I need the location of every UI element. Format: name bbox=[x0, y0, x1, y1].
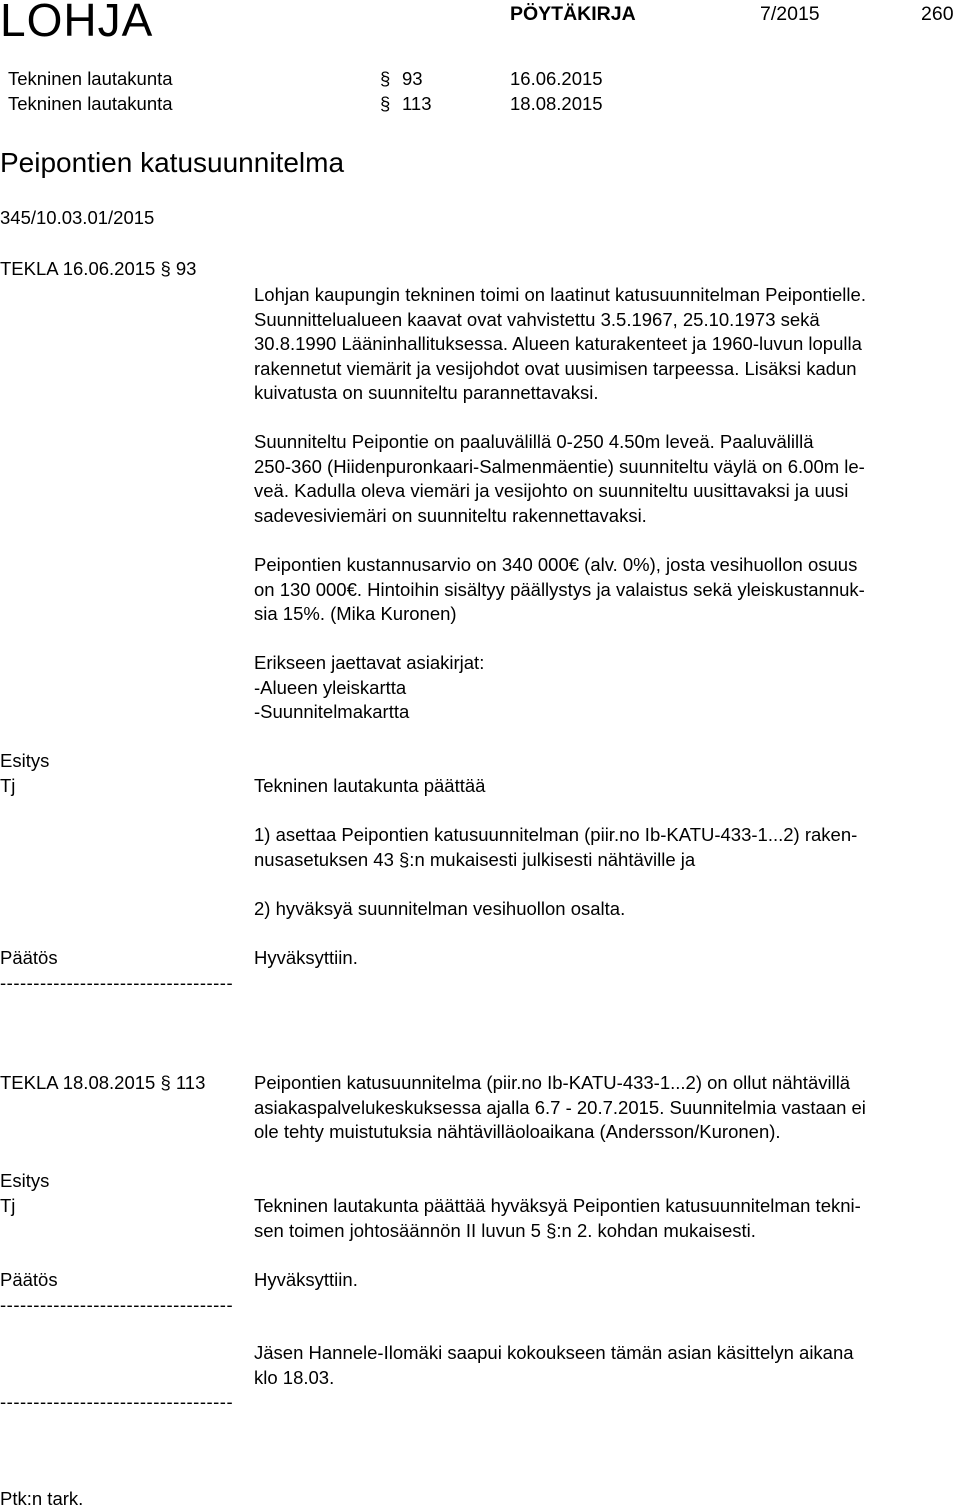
text-line: -Suunnitelmakartta bbox=[254, 701, 410, 723]
text-line: on 130 000€. Hintoihin sisältyy päällystys ja valaistus sekä yleiskustannuk- bbox=[254, 578, 865, 600]
text-line: 30.8.1990 Lääninhallituksessa. Alueen katurakenteet ja 1960-luvun lopulla bbox=[254, 333, 862, 355]
proposal-item-2: 2) hyväksyä suunnitelman vesihuollon osalta. bbox=[254, 898, 626, 919]
text-line: sadevesiviemäri on suunniteltu rakennettavaksi. bbox=[254, 504, 647, 526]
text-line: sia 15%. (Mika Kuronen) bbox=[254, 603, 457, 625]
text-line: Erikseen jaettavat asiakirjat: bbox=[254, 652, 485, 673]
text-line: rakennetut viemärit ja vesijohdot ovat uusimisen tarpeessa. Lisäksi kadun bbox=[254, 357, 857, 379]
page-number: 260 bbox=[921, 3, 954, 25]
minutes-check-label: Ptk:n tark. bbox=[0, 1488, 84, 1509]
text-line: kuivatusta on suunniteltu parannettavaksi. bbox=[254, 382, 599, 404]
meeting-number: 93 bbox=[402, 68, 423, 89]
cost-paragraph bbox=[254, 553, 958, 627]
proposal-item-1 bbox=[254, 823, 958, 872]
document-number: 7/2015 bbox=[760, 3, 820, 25]
meeting-date: 16.06.2015 bbox=[510, 68, 603, 89]
section-sign: § bbox=[380, 92, 391, 114]
separator-line: ----------------------------------- bbox=[0, 1294, 234, 1315]
decision-label: Päätös bbox=[0, 947, 58, 968]
text-line: klo 18.03. bbox=[254, 1366, 335, 1388]
record-id: 345/10.03.01/2015 bbox=[0, 207, 155, 228]
page-title: Peipontien katusuunnitelma bbox=[0, 147, 345, 178]
meeting-body: Tekninen lautakunta bbox=[8, 68, 173, 89]
meeting-number: 113 bbox=[402, 92, 432, 114]
meeting-reference: TEKLA 16.06.2015 § 93 bbox=[0, 258, 197, 279]
text-line: Peipontien katusuunnitelma (piir.no Ib-KATU-433-1...2) on ollut nähtävillä bbox=[254, 1072, 851, 1093]
note-paragraph bbox=[254, 1341, 958, 1390]
text-line: asiakaspalvelukeskuksessa ajalla 6.7 - 20.7.2015. Suunnitelmia vastaan ei bbox=[254, 1096, 866, 1118]
text-line: veä. Kadulla oleva viemäri ja vesijohto on suunniteltu uusittavaksi ja uusi bbox=[254, 480, 849, 502]
text-line: -Alueen yleiskartta bbox=[254, 676, 407, 698]
meeting-row bbox=[0, 67, 960, 92]
text-line: Lohjan kaupungin tekninen toimi on laatinut katusuunnitelman Peipontielle. bbox=[254, 284, 866, 305]
meeting-body: Tekninen lautakunta bbox=[8, 92, 173, 114]
text-line: 250-360 (Hiidenpuronkaari-Salmenmäentie) suunniteltu väylä on 6.00m le- bbox=[254, 455, 865, 477]
text-line: Suunnittelualueen kaavat ovat vahvistettu 3.5.1967, 25.10.1973 sekä bbox=[254, 308, 820, 330]
intro-paragraph bbox=[254, 283, 958, 406]
meeting-list bbox=[0, 67, 960, 116]
text-line: ole tehty muistutuksia nähtävilläoloaikana (Andersson/Kuronen). bbox=[254, 1121, 781, 1143]
text-line: nusasetuksen 43 §:n mukaisesti julkisesti nähtäville ja bbox=[254, 848, 696, 870]
meeting-reference: TEKLA 18.08.2015 § 113 bbox=[0, 1072, 206, 1093]
separator-line: ----------------------------------- bbox=[0, 1391, 234, 1412]
decision-text: Hyväksyttiin. bbox=[254, 947, 358, 968]
proposal-paragraph bbox=[254, 1194, 958, 1243]
text-line: Suunniteltu Peipontie on paaluvälillä 0-250 4.50m leveä. Paaluvälillä bbox=[254, 431, 814, 452]
text-line: sen toimen johtosäännön II luvun 5 §:n 2. kohdan mukaisesti. bbox=[254, 1219, 756, 1241]
proposal-text: Tekninen lautakunta päättää bbox=[254, 775, 486, 796]
document-type: PÖYTÄKIRJA bbox=[510, 3, 636, 25]
attachments-list bbox=[254, 651, 958, 725]
text-line: 1) asettaa Peipontien katusuunnitelman (piir.no Ib-KATU-433-1...2) raken- bbox=[254, 824, 858, 845]
decision-label: Päätös bbox=[0, 1269, 58, 1290]
proposer-label: Tj bbox=[0, 1195, 16, 1216]
proposal-label: Esitys bbox=[0, 750, 50, 771]
meeting-date: 18.08.2015 bbox=[510, 92, 603, 114]
meeting-row bbox=[0, 92, 960, 117]
proposer-label: Tj bbox=[0, 775, 16, 796]
text-line: Jäsen Hannele-Ilomäki saapui kokoukseen tämän asian käsittelyn aikana bbox=[254, 1342, 854, 1363]
intro-paragraph bbox=[254, 1071, 958, 1145]
lohja-logo: LOHJA bbox=[0, 0, 154, 46]
text-line: Tekninen lautakunta päättää hyväksyä Peipontien katusuunnitelman tekni- bbox=[254, 1195, 861, 1216]
proposal-label: Esitys bbox=[0, 1170, 50, 1191]
plan-paragraph bbox=[254, 430, 958, 528]
section-sign: § bbox=[380, 68, 391, 89]
text-line: Peipontien kustannusarvio on 340 000€ (alv. 0%), josta vesihuollon osuus bbox=[254, 554, 858, 575]
decision-text: Hyväksyttiin. bbox=[254, 1269, 358, 1290]
separator-line: ----------------------------------- bbox=[0, 972, 234, 993]
